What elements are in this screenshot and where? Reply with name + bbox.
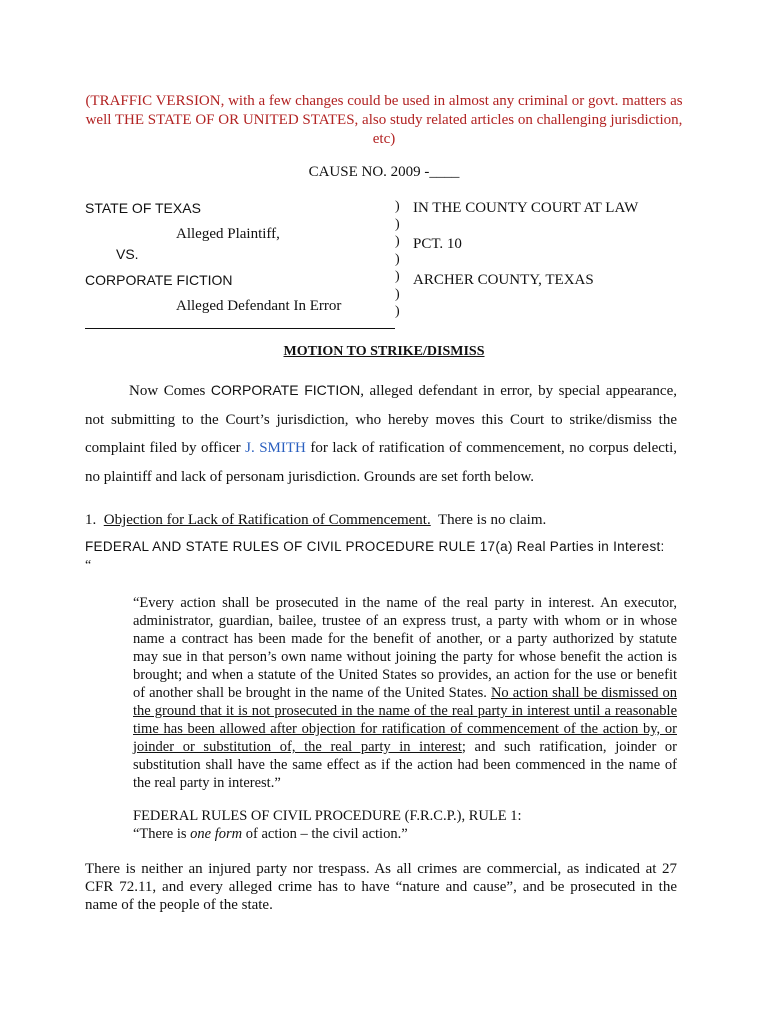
rule-17-line [85, 538, 677, 575]
frcp-heading: FEDERAL RULES OF CIVIL PROCEDURE (F.R.C.P.), RULE 1: [133, 808, 522, 824]
quote-rest: ; and such ratification, joinder or substitution shall have the same effect as if the action had been commenced in the name of the real party in interest.” [133, 739, 677, 791]
section-tail: There is no claim. [430, 512, 547, 528]
defendant-name: CORPORATE FICTION [85, 272, 233, 288]
precinct: PCT. 10 [413, 236, 462, 252]
intro-paragraph [85, 376, 677, 491]
quote-underlined-text: No action shall be dismissed on the ground that it is not prosecuted in the name of the real party in interest until a reasonable time has been allowed after objection for ratification of commencement of the action by, or joinder or substitution of, the real party in interest [133, 685, 677, 755]
caption-parties [85, 198, 395, 329]
intro-text-2: , alleged defendant in error, by special appearance, not submitting to the Court’s jurisdiction, who hereby moves this Court to strike/dismiss the complaint filed by officer [85, 383, 677, 456]
versus-label: VS. [116, 246, 139, 262]
rule-17-quote [133, 594, 677, 792]
defendant-role: Alleged Defendant In Error [176, 298, 342, 314]
defendant-name-inline: CORPORATE FICTION [210, 382, 361, 398]
frcp-quote-2: of action – the civil action.” [242, 826, 408, 842]
rule-17-open-quote: “ [85, 558, 92, 573]
county: ARCHER COUNTY, TEXAS [413, 272, 594, 288]
intro-text-1: Now Comes [129, 383, 211, 399]
frcp-emphasis: one form [190, 826, 243, 842]
court-name: IN THE COUNTY COURT AT LAW [413, 200, 639, 216]
closing-paragraph: There is neither an injured party nor trespass. As all crimes are commercial, as indicated at 27 CFR 72.11, and every alleged crime has to have “nature and cause”, and be prosecuted in the name of the people of the state. [85, 861, 677, 913]
frcp-rule-1 [133, 807, 677, 843]
intro-text-3: for lack of ratification of commencement, no corpus delecti, no plaintiff and lack of personam jurisdiction. Grounds are set forth below. [85, 440, 677, 485]
section-title: Objection for Lack of Ratification of Commencement. [103, 512, 431, 528]
plaintiff-role: Alleged Plaintiff, [176, 226, 280, 242]
case-caption [85, 198, 705, 330]
section-1-heading [85, 512, 546, 529]
rule-17-heading: FEDERAL AND STATE RULES OF CIVIL PROCEDURE RULE 17(a) Real Parties in Interest: [85, 539, 665, 554]
plaintiff-name: STATE OF TEXAS [85, 200, 201, 216]
cause-number: CAUSE NO. 2009 -____ [308, 164, 460, 180]
officer-name: J. SMITH [245, 440, 306, 456]
motion-title: MOTION TO STRIKE/DISMISS [283, 344, 485, 359]
traffic-version-note: (TRAFFIC VERSION, with a few changes could be used in almost any criminal or govt. matters as well THE STATE OF OR UNITED STATES, also study related articles on challenging jurisdiction, etc) [85, 93, 683, 147]
frcp-quote-1: “There is [133, 826, 191, 842]
quote-text: “Every action shall be prosecuted in the name of the real party in interest. An executor, administrator, guardian, bailee, trustee of an express trust, a party with whom or in whose name a contract has been made for the benefit of another, or a party authorized by statute may sue in that person’s own name without joining the party for whose benefit the action is brought; and when a statute of the United States so provides, an action for the use or benefit of another shall be brought in the name of the United States. [133, 595, 677, 701]
section-number: 1. [85, 512, 104, 528]
caption-parens: ) ) ) ) ) ) ) [395, 199, 400, 319]
